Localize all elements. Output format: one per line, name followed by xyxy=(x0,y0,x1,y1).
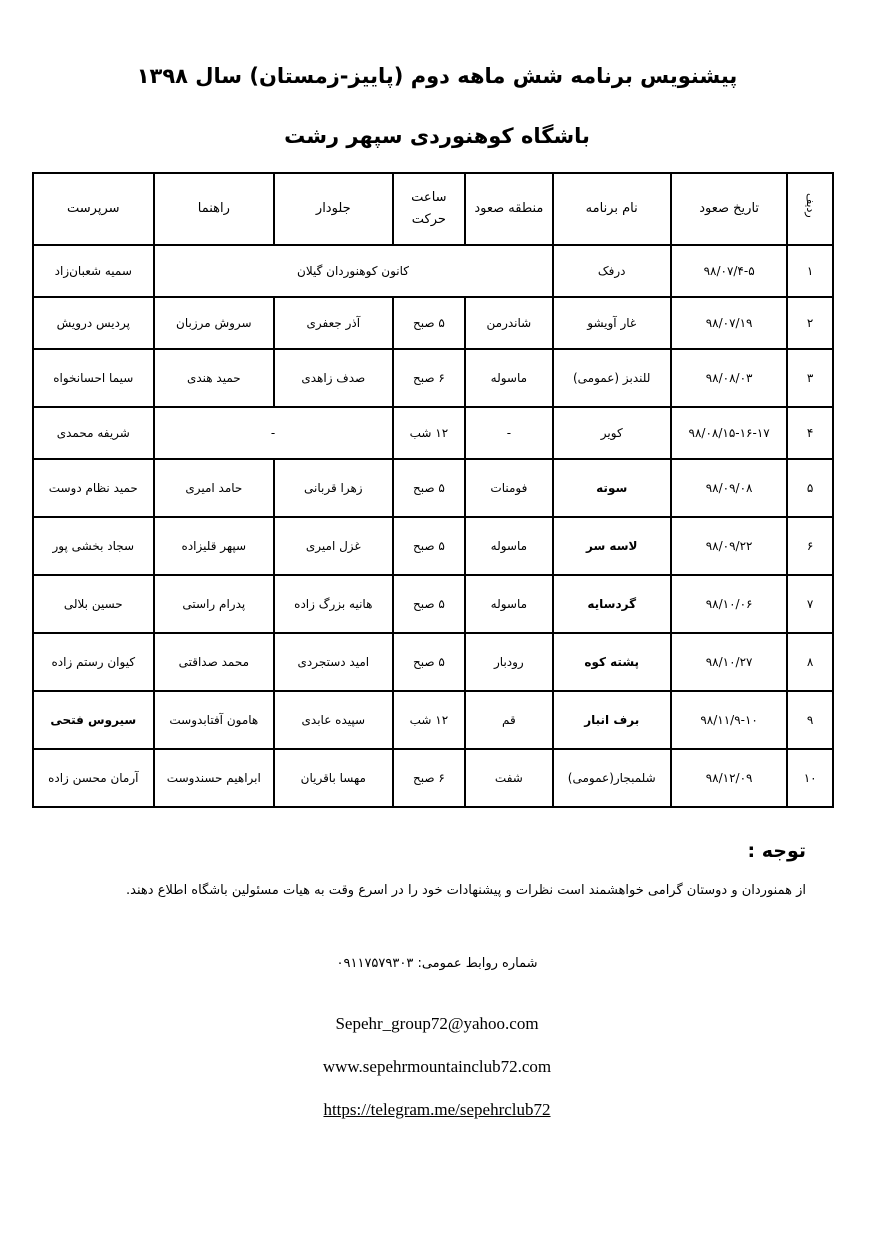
program-name: پشته کوه xyxy=(553,633,671,691)
leader: مهسا باقریان xyxy=(274,749,392,807)
supervisor: کیوان رستم زاده xyxy=(33,633,154,691)
row-number: ۴ xyxy=(787,407,833,459)
supervisor: پردیس درویش xyxy=(33,297,154,349)
leader: زهرا قربانی xyxy=(274,459,392,517)
row-number: ۸ xyxy=(787,633,833,691)
region: ماسوله xyxy=(465,517,552,575)
guide: حمید هندی xyxy=(154,349,275,407)
table-header-row xyxy=(33,173,833,245)
guide: پدرام راستی xyxy=(154,575,275,633)
climb-date: ۹۸/۱۰/۲۷ xyxy=(671,633,787,691)
program-name: لاسه سر xyxy=(553,517,671,575)
guide: هامون آفتابدوست xyxy=(154,691,275,749)
region: قم xyxy=(465,691,552,749)
header-row-number: ردیف xyxy=(787,173,833,245)
note-body: از همنوردان و دوستان گرامی خواهشمند است نظرات و پیشنهادات خود را در اسرع وقت به هیات مسئولین باشگاه اطلاع دهند. xyxy=(126,883,806,898)
region: فومنات xyxy=(465,459,552,517)
region: شفت xyxy=(465,749,552,807)
row-number: ۹ xyxy=(787,691,833,749)
header-leader: جلودار xyxy=(274,173,392,245)
leader: امید دستجردی xyxy=(274,633,392,691)
departure-time: ۱۲ شب xyxy=(393,407,466,459)
table-row xyxy=(33,349,833,407)
program-name: للندبز (عمومی) xyxy=(553,349,671,407)
program-table xyxy=(32,172,834,808)
departure-time: ۶ صبح xyxy=(393,749,466,807)
climb-date: ۹۸/۰۹/۰۸ xyxy=(671,459,787,517)
row-number: ۳ xyxy=(787,349,833,407)
region: شاندرمن xyxy=(465,297,552,349)
page-title: پیشنویس برنامه شش ماهه دوم (پاییز-زمستان) سال ۱۳۹۸ xyxy=(136,64,738,88)
leader: هانیه بزرگ زاده xyxy=(274,575,392,633)
departure-time: ۵ صبح xyxy=(393,459,466,517)
departure-time: ۵ صبح xyxy=(393,517,466,575)
guide: محمد صداقتی xyxy=(154,633,275,691)
header-region: منطقه صعود xyxy=(465,173,552,245)
public-relations-phone: شماره روابط عمومی: ۰۹۱۱۷۵۷۹۳۰۳ xyxy=(336,956,538,971)
region: رودبار xyxy=(465,633,552,691)
region: ماسوله xyxy=(465,575,552,633)
row-number: ۱۰ xyxy=(787,749,833,807)
program-name: غار آویشو xyxy=(553,297,671,349)
guide: حامد امیری xyxy=(154,459,275,517)
merged-cell: کانون کوهنوردان گیلان xyxy=(154,245,553,297)
departure-time: ۶ صبح xyxy=(393,349,466,407)
guide: سپهر قلیزاده xyxy=(154,517,275,575)
header-program: نام برنامه xyxy=(553,173,671,245)
climb-date: ۹۸/۰۷/۴-۵ xyxy=(671,245,787,297)
region: - xyxy=(465,407,552,459)
program-name: کویر xyxy=(553,407,671,459)
program-name: گردسایه xyxy=(553,575,671,633)
table-row xyxy=(33,245,833,297)
leader: آذر جعفری xyxy=(274,297,392,349)
leader: صدف زاهدی xyxy=(274,349,392,407)
climb-date: ۹۸/۰۸/۱۵-۱۶-۱۷ xyxy=(671,407,787,459)
table-row xyxy=(33,575,833,633)
telegram-link[interactable]: https://telegram.me/sepehrclub72 xyxy=(323,1100,551,1119)
supervisor: سیما احسانخواه xyxy=(33,349,154,407)
note-heading: توجه : xyxy=(747,840,806,862)
header-guide: راهنما xyxy=(154,173,275,245)
climb-date: ۹۸/۰۹/۲۲ xyxy=(671,517,787,575)
region: ماسوله xyxy=(465,349,552,407)
guide: سروش مرزبان xyxy=(154,297,275,349)
table-row xyxy=(33,459,833,517)
table-row xyxy=(33,749,833,807)
supervisor: حسین بلالی xyxy=(33,575,154,633)
table-row xyxy=(33,297,833,349)
departure-time: ۵ صبح xyxy=(393,297,466,349)
program-name: سوته xyxy=(553,459,671,517)
climb-date: ۹۸/۱۲/۰۹ xyxy=(671,749,787,807)
row-number: ۱ xyxy=(787,245,833,297)
table-row xyxy=(33,407,833,459)
supervisor: سجاد بخشی پور xyxy=(33,517,154,575)
program-name: شلمبجار(عمومی) xyxy=(553,749,671,807)
supervisor: حمید نظام دوست xyxy=(33,459,154,517)
header-date: تاریخ صعود xyxy=(671,173,787,245)
merged-cell: - xyxy=(154,407,393,459)
email-address: Sepehr_group72@yahoo.com xyxy=(335,1014,539,1033)
supervisor: آرمان محسن زاده xyxy=(33,749,154,807)
table-row xyxy=(33,517,833,575)
climb-date: ۹۸/۱۱/۹-۱۰ xyxy=(671,691,787,749)
club-name: باشگاه کوهنوردی سپهر رشت xyxy=(284,124,590,148)
climb-date: ۹۸/۰۷/۱۹ xyxy=(671,297,787,349)
row-number: ۵ xyxy=(787,459,833,517)
header-time: ساعت حرکت xyxy=(393,173,466,245)
guide: ابراهیم حسندوست xyxy=(154,749,275,807)
departure-time: ۱۲ شب xyxy=(393,691,466,749)
departure-time: ۵ صبح xyxy=(393,633,466,691)
program-name: برف انبار xyxy=(553,691,671,749)
table-row xyxy=(33,691,833,749)
header-supervisor: سرپرست xyxy=(33,173,154,245)
row-number: ۶ xyxy=(787,517,833,575)
supervisor: شریفه محمدی xyxy=(33,407,154,459)
row-number: ۷ xyxy=(787,575,833,633)
departure-time: ۵ صبح xyxy=(393,575,466,633)
website-url: www.sepehrmountainclub72.com xyxy=(322,1057,552,1076)
climb-date: ۹۸/۱۰/۰۶ xyxy=(671,575,787,633)
leader: غزل امیری xyxy=(274,517,392,575)
leader: سپیده عابدی xyxy=(274,691,392,749)
program-name: درفک xyxy=(553,245,671,297)
climb-date: ۹۸/۰۸/۰۳ xyxy=(671,349,787,407)
supervisor: سمیه شعبان‌زاد xyxy=(33,245,154,297)
supervisor: سیروس فتحی xyxy=(33,691,154,749)
row-number: ۲ xyxy=(787,297,833,349)
table-row xyxy=(33,633,833,691)
